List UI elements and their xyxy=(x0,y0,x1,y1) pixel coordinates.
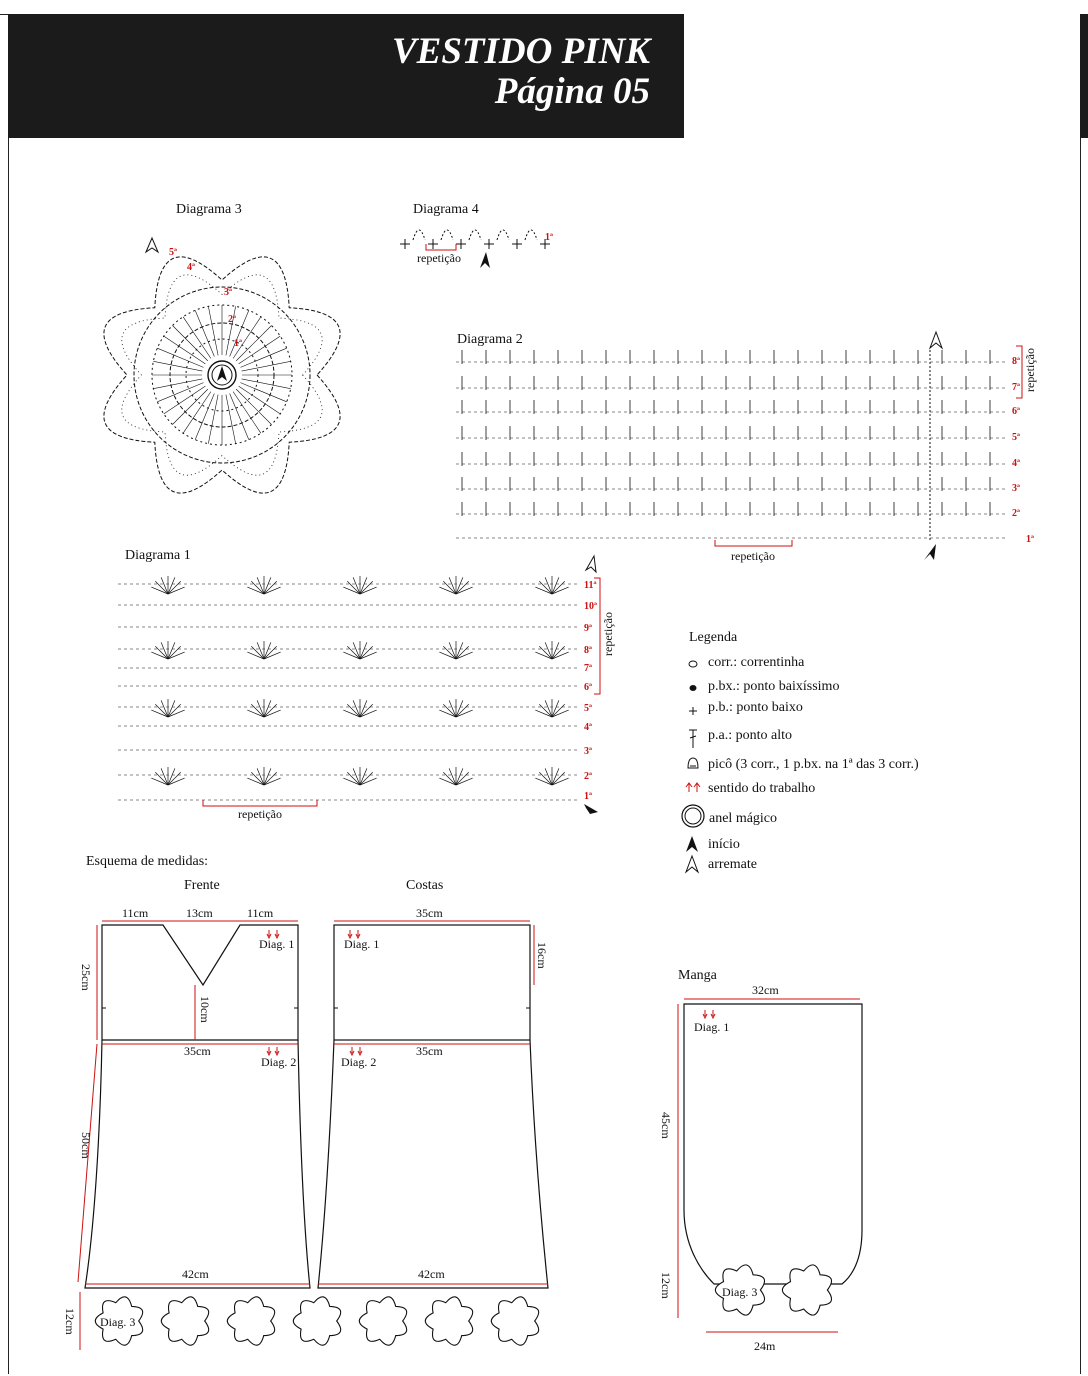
front-piece xyxy=(78,906,310,1288)
d1-fan-stitch xyxy=(168,581,181,594)
diagram-1-grid xyxy=(118,576,580,800)
diagram-1-row-4: 4ª xyxy=(584,722,592,733)
front-neck-depth-measure: 10cm xyxy=(198,996,212,1023)
d1-fan-stitch xyxy=(552,646,565,659)
diagram-4-stitches xyxy=(400,230,550,249)
diagram-4-repeat-label: repetição xyxy=(417,251,461,265)
work-direction-icon xyxy=(686,783,700,792)
diagram-3-row-1: 1ª xyxy=(234,338,242,349)
diagram-2-row-7: 7ª xyxy=(1012,382,1020,393)
d3-spoke xyxy=(208,395,218,444)
d1-fan-stitch xyxy=(155,704,168,717)
d4-single-crochet-icon xyxy=(400,239,410,249)
d1-fan-stitch xyxy=(264,704,277,717)
sleeve-height-measure: 45cm xyxy=(659,1112,673,1139)
sleeve-flower xyxy=(782,1265,831,1315)
sleeve-diag3-label: Diag. 3 xyxy=(722,1285,758,1299)
diagram-1-side-bracket xyxy=(594,578,600,694)
front-top-left-measure: 11cm xyxy=(122,906,149,920)
sleeve-label: Manga xyxy=(678,968,717,983)
diagram-2-start-arrow-icon xyxy=(924,544,936,560)
hem-flower-height-measure: 12cm xyxy=(63,1308,77,1335)
diagram-2-row-5: 5ª xyxy=(1012,432,1020,443)
diagram-4-title: Diagrama 4 xyxy=(413,202,479,217)
d1-fan-stitch xyxy=(155,646,168,659)
front-hem-measure: 42cm xyxy=(182,1267,209,1281)
d1-fan-stitch xyxy=(443,772,456,785)
d1-fan-stitch xyxy=(251,704,264,717)
diagram-4-repeat-bracket xyxy=(426,244,456,250)
hem-diag3-label: Diag. 3 xyxy=(100,1315,136,1329)
front-diag1-label: Diag. 1 xyxy=(259,937,295,951)
d4-picot-icon xyxy=(525,230,537,240)
d3-spoke xyxy=(173,389,208,424)
back-top-measure: 35cm xyxy=(416,906,443,920)
diagram-1-row-8: 8ª xyxy=(584,645,592,656)
hem-flower xyxy=(425,1297,472,1345)
diagram-2-side-repeat-label: repetição xyxy=(1023,348,1037,392)
diagram-3-title: Diagrama 3 xyxy=(176,202,242,217)
d3-spoke xyxy=(208,306,218,355)
diagram-2-title: Diagrama 2 xyxy=(457,332,523,347)
hem-flower xyxy=(227,1297,274,1345)
d3-spoke xyxy=(236,389,271,424)
back-hem-measure: 42cm xyxy=(418,1267,445,1281)
d3-spoke xyxy=(153,379,202,389)
diagram-2-finish-arrow-icon xyxy=(930,332,942,348)
legend-item-direction: sentido do trabalho xyxy=(708,781,816,796)
d1-fan-stitch xyxy=(347,581,360,594)
diagram-3-row-3: 3ª xyxy=(224,287,232,298)
slip-stitch-icon xyxy=(690,685,697,691)
d3-spoke xyxy=(242,361,291,371)
sleeve-piece xyxy=(659,968,862,1353)
hem-flower xyxy=(359,1297,406,1345)
diagram-2-row-8: 8ª xyxy=(1012,356,1020,367)
sleeve-diag1-label: Diag. 1 xyxy=(694,1020,730,1034)
diagram-1-title: Diagrama 1 xyxy=(125,548,191,563)
front-skirt-height-measure: 50cm xyxy=(79,1132,93,1159)
back-bottom-direction-icon xyxy=(350,1047,362,1055)
diagram-3-row-4: 4ª xyxy=(187,262,195,273)
d1-fan-stitch xyxy=(168,704,181,717)
legend-item-single: p.b.: ponto baixo xyxy=(708,700,803,715)
legend-item-chain: corr.: correntinha xyxy=(708,655,805,670)
finish-arrow-icon xyxy=(686,856,698,872)
d1-fan-stitch xyxy=(539,646,552,659)
diagram-1-side-repeat-label: repetição xyxy=(601,612,615,656)
diagram-2-repeat-bracket xyxy=(715,540,792,546)
diagram-1-row-1: 1ª xyxy=(584,791,592,802)
d1-fan-stitch xyxy=(456,704,469,717)
d1-fan-stitch xyxy=(347,704,360,717)
d1-fan-stitch xyxy=(552,581,565,594)
d3-finish-arrow-icon xyxy=(146,238,158,252)
sleeve-flower-height-measure: 12cm xyxy=(659,1272,673,1299)
page-subtitle: Página 05 xyxy=(494,71,650,112)
diagram-1-row-3: 3ª xyxy=(584,746,592,757)
back-waist-measure: 35cm xyxy=(416,1044,443,1058)
hem-flower-border xyxy=(95,1297,538,1345)
diagram-3 xyxy=(104,202,340,493)
diagram-2-repeat-label: repetição xyxy=(731,549,775,563)
d1-fan-stitch xyxy=(251,772,264,785)
d4-single-crochet-icon xyxy=(512,239,522,249)
d1-fan-stitch xyxy=(443,704,456,717)
page-title: VESTIDO PINK xyxy=(391,31,650,72)
back-piece xyxy=(318,906,549,1288)
d1-fan-stitch xyxy=(347,772,360,785)
diagram-1 xyxy=(118,548,615,821)
measurements-title: Esquema de medidas: xyxy=(86,854,209,869)
d1-fan-stitch xyxy=(539,772,552,785)
d1-fan-stitch xyxy=(539,581,552,594)
diagram-1-row-5: 5ª xyxy=(584,703,592,714)
front-top-mid-measure: 13cm xyxy=(186,906,213,920)
picot-icon xyxy=(688,758,698,768)
diagram-2-grid xyxy=(456,350,1008,540)
diagram-1-row-2: 2ª xyxy=(584,771,592,782)
back-diag1-label: Diag. 1 xyxy=(344,937,380,951)
diagram-4 xyxy=(400,202,553,268)
diagram-1-row-10: 10ª xyxy=(584,601,597,612)
d1-fan-stitch xyxy=(456,646,469,659)
chain-stitch-icon xyxy=(689,661,697,667)
diagram-1-row-6: 6ª xyxy=(584,682,592,693)
d3-spoke xyxy=(242,379,291,389)
d1-fan-stitch xyxy=(155,581,168,594)
hem-flower xyxy=(491,1297,538,1345)
single-crochet-icon xyxy=(689,707,697,715)
diagram-1-row-9: 9ª xyxy=(584,623,592,634)
d1-fan-stitch xyxy=(251,581,264,594)
sleeve-top-measure: 32cm xyxy=(752,983,779,997)
d1-fan-stitch xyxy=(264,772,277,785)
d1-fan-stitch xyxy=(456,581,469,594)
sleeve-outline xyxy=(684,1004,862,1284)
hem-flower xyxy=(161,1297,208,1345)
d1-fan-stitch xyxy=(360,646,373,659)
diagram-3-flower xyxy=(104,238,340,493)
legend-item-ring: anel mágico xyxy=(709,811,778,826)
d1-fan-stitch xyxy=(360,772,373,785)
back-bodice-height-measure: 16cm xyxy=(535,942,549,969)
diagram-2-row-4: 4ª xyxy=(1012,458,1020,469)
d1-fan-stitch xyxy=(264,581,277,594)
legend-item-start: início xyxy=(708,837,740,852)
d4-picot-icon xyxy=(497,230,509,240)
diagram-2-row-3: 3ª xyxy=(1012,483,1020,494)
d1-fan-stitch xyxy=(168,772,181,785)
d3-spoke xyxy=(173,326,208,361)
front-skirt-height-line xyxy=(78,1044,97,1282)
diagram-1-row-11: 11ª xyxy=(584,580,597,591)
sleeve-direction-icon xyxy=(703,1010,715,1018)
legend-item-double: p.a.: ponto alto xyxy=(708,728,792,743)
d4-single-crochet-icon xyxy=(456,239,466,249)
d1-fan-stitch xyxy=(168,646,181,659)
d1-fan-stitch xyxy=(264,646,277,659)
d1-fan-stitch xyxy=(456,772,469,785)
diagram-1-row-7: 7ª xyxy=(584,663,592,674)
magic-ring-inner xyxy=(685,808,701,824)
d4-picot-icon xyxy=(441,230,453,240)
diagram-3-row-5: 5ª xyxy=(169,247,177,258)
d1-fan-stitch xyxy=(552,704,565,717)
d1-fan-stitch xyxy=(539,704,552,717)
d1-fan-stitch xyxy=(443,646,456,659)
diagram-3-row-2: 2ª xyxy=(228,314,236,325)
d1-fan-stitch xyxy=(552,772,565,785)
front-label: Frente xyxy=(184,878,220,893)
legend-item-picot: picô (3 corr., 1 p.bx. na 1ª das 3 corr.) xyxy=(708,757,919,772)
diagram-2-row-2: 2ª xyxy=(1012,508,1020,519)
d1-fan-stitch xyxy=(360,704,373,717)
back-label: Costas xyxy=(406,878,444,893)
d1-fan-stitch xyxy=(251,646,264,659)
d1-fan-stitch xyxy=(443,581,456,594)
d4-picot-icon xyxy=(413,230,425,240)
diagram-4-row-1: 1ª xyxy=(545,232,553,243)
back-skirt-outline xyxy=(318,1040,548,1288)
legend-item-slip: p.bx.: ponto baixíssimo xyxy=(708,679,840,694)
back-diag2-label: Diag. 2 xyxy=(341,1055,377,1069)
d3-spoke xyxy=(226,395,236,444)
diagram-2 xyxy=(456,332,1037,563)
diagram-2-row-1: 1ª xyxy=(1026,534,1034,545)
diagram-1-repeat-bracket xyxy=(203,800,317,806)
front-bottom-direction-icon xyxy=(267,1047,279,1055)
legend xyxy=(682,630,919,872)
diagram-1-repeat-label: repetição xyxy=(238,807,282,821)
diagram-2-row-6: 6ª xyxy=(1012,406,1020,417)
front-diag2-label: Diag. 2 xyxy=(261,1055,297,1069)
d4-single-crochet-icon xyxy=(428,239,438,249)
legend-title: Legenda xyxy=(689,630,738,645)
front-top-right-measure: 11cm xyxy=(247,906,274,920)
legend-item-finish: arremate xyxy=(708,857,757,872)
sleeve-bottom-measure: 24m xyxy=(754,1339,776,1353)
d1-fan-stitch xyxy=(360,581,373,594)
hem-flower xyxy=(293,1297,340,1345)
diagram-1-finish-arrow-icon xyxy=(586,556,596,572)
double-crochet-icon xyxy=(689,730,697,748)
d1-fan-stitch xyxy=(155,772,168,785)
start-arrow-icon xyxy=(686,836,698,852)
measurements xyxy=(63,854,862,1353)
d4-picot-icon xyxy=(469,230,481,240)
front-waist-measure: 35cm xyxy=(184,1044,211,1058)
d3-spoke xyxy=(153,361,202,371)
diagram-1-start-arrow-icon xyxy=(584,804,598,814)
diagram-4-start-arrow-icon xyxy=(480,252,490,268)
front-bodice-height-measure: 25cm xyxy=(79,964,93,991)
d1-fan-stitch xyxy=(347,646,360,659)
front-skirt-outline xyxy=(85,1040,310,1288)
d4-single-crochet-icon xyxy=(484,239,494,249)
